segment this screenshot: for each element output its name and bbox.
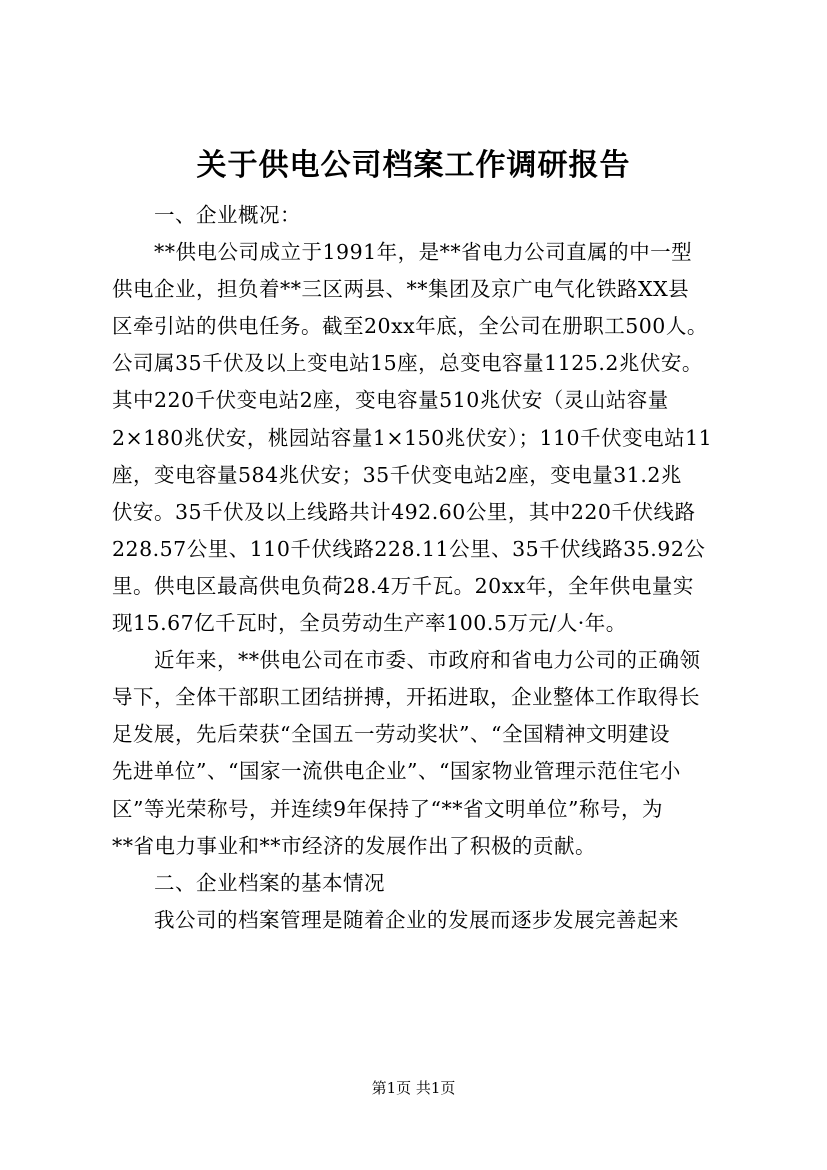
section-heading-1: 一、企业概况： <box>154 203 301 227</box>
paragraph-line: 我公司的档案管理是随着企业的发展而逐步发展完善起来 <box>154 907 679 932</box>
paragraph-line: 导下，全体干部职工团结拼搏，开拓进取，企业整体工作取得长 <box>112 685 700 710</box>
paragraph-line: 区牵引站的供电任务。截至20xx年底，全公司在册职工500人。 <box>112 314 708 339</box>
paragraph-line: 近年来，**供电公司在市委、市政府和省电力公司的正确领 <box>154 648 701 673</box>
paragraph-line: 现15.67亿千瓦时，全员劳动生产率100.5万元/人·年。 <box>112 611 627 636</box>
paragraph-line: 伏安。35千伏及以上线路共计492.60公里，其中220千伏线路 <box>112 499 696 524</box>
section-heading-2: 二、企业档案的基本情况 <box>154 870 385 895</box>
paragraph-line: **供电公司成立于1991年，是**省电力公司直属的中一型 <box>154 240 693 265</box>
paragraph-line: 先进单位”、“国家一流供电企业”、“国家物业管理示范住宅小 <box>112 759 681 784</box>
document-body <box>112 197 722 939</box>
paragraph-line: 座，变电容量584兆伏安；35千伏变电站2座，变电量31.2兆 <box>112 462 682 487</box>
paragraph-line: 2×180兆伏安，桃园站容量1×150兆伏安）；110千伏变电站11 <box>112 425 713 450</box>
paragraph-line: 228.57公里、110千伏线路228.11公里、35千伏线路35.92公 <box>112 536 706 561</box>
paragraph-line: 足发展，先后荣获“全国五一劳动奖状”、“全国精神文明建设 <box>112 722 670 747</box>
page-footer: 第1页 共1页 <box>371 1079 456 1097</box>
paragraph-line: 区”等光荣称号，并连续9年保持了“**省文明单位”称号，为 <box>112 796 663 821</box>
document-title: 关于供电公司档案工作调研报告 <box>196 148 631 183</box>
paragraph-line: 供电企业，担负着**三区两县、**集团及京广电气化铁路XX县 <box>112 277 690 302</box>
paragraph-line: 里。供电区最高供电负荷28.4万千瓦。20xx年，全年供电量实 <box>112 573 694 598</box>
paragraph-line: **省电力事业和**市经济的发展作出了积极的贡献。 <box>112 833 596 858</box>
paragraph-line: 公司属35千伏及以上变电站15座，总变电容量1125.2兆伏安。 <box>112 351 703 376</box>
paragraph-line: 其中220千伏变电站2座，变电容量510兆伏安（灵山站容量 <box>112 388 669 413</box>
